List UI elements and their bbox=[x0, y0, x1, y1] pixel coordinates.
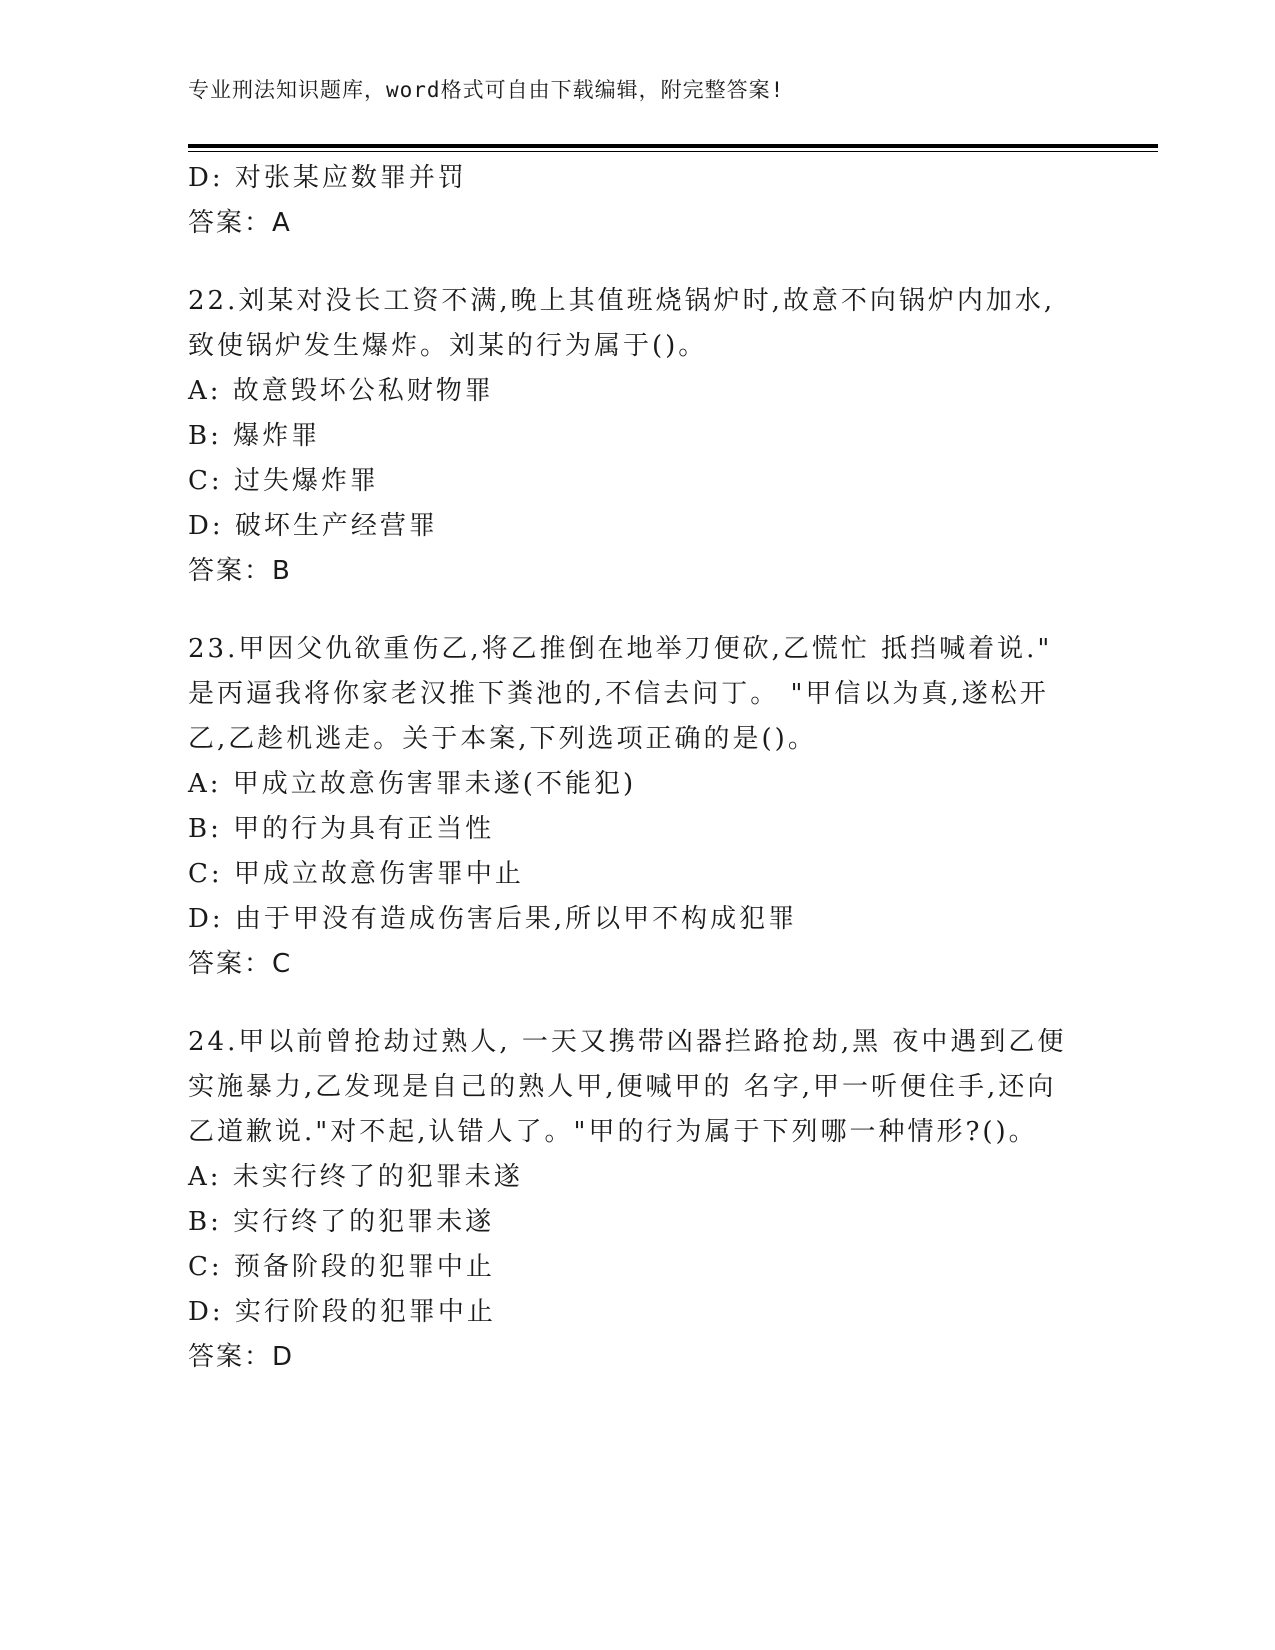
question-24 bbox=[188, 1020, 1088, 1380]
option-a: A: 未实行终了的犯罪未遂 bbox=[188, 1162, 523, 1192]
option-b: B: 实行终了的犯罪未遂 bbox=[188, 1207, 495, 1237]
header-rule-thick bbox=[188, 144, 1158, 148]
option-a: A: 甲成立故意伤害罪未遂(不能犯) bbox=[188, 769, 637, 799]
option-b: B: 甲的行为具有正当性 bbox=[188, 814, 495, 844]
option-d: D: 实行阶段的犯罪中止 bbox=[188, 1297, 496, 1327]
page-header: 专业刑法知识题库，word格式可自由下载编辑，附完整答案! bbox=[188, 78, 785, 102]
option-c: C: 预备阶段的犯罪中止 bbox=[188, 1252, 495, 1282]
option-c: C: 甲成立故意伤害罪中止 bbox=[188, 859, 524, 889]
question-line: 乙道歉说."对不起,认错人了。"甲的行为属于下列哪一种情形?()。 bbox=[188, 1117, 1038, 1147]
question-line: 乙,乙趁机逃走。关于本案,下列选项正确的是()。 bbox=[188, 724, 817, 754]
option-d: D: 对张某应数罪并罚 bbox=[188, 163, 467, 193]
question-line: 致使锅炉发生爆炸。刘某的行为属于()。 bbox=[188, 331, 708, 361]
option-b: B: 爆炸罪 bbox=[188, 421, 321, 451]
answer-line: 答案：D bbox=[188, 1342, 295, 1372]
option-d: D: 由于甲没有造成伤害后果,所以甲不构成犯罪 bbox=[188, 904, 798, 934]
option-d: D: 破坏生产经营罪 bbox=[188, 511, 438, 541]
answer-line: 答案：B bbox=[188, 556, 292, 586]
question-23 bbox=[188, 627, 1088, 987]
option-a: A: 故意毁坏公私财物罪 bbox=[188, 376, 494, 406]
answer-line: 答案：A bbox=[188, 208, 292, 238]
document-body bbox=[188, 156, 1088, 1380]
question-line: 23.甲因父仇欲重伤乙,将乙推倒在地举刀便砍,乙慌忙 抵挡喊着说." bbox=[188, 634, 1053, 664]
question-line: 实施暴力,乙发现是自己的熟人甲,便喊甲的 名字,甲一听便住手,还向 bbox=[188, 1072, 1057, 1102]
question-text bbox=[188, 279, 1088, 369]
option-c: C: 过失爆炸罪 bbox=[188, 466, 379, 496]
answer-line: 答案：C bbox=[188, 949, 293, 979]
question-text bbox=[188, 1020, 1088, 1155]
header-rule-thin bbox=[188, 151, 1158, 152]
question-line: 是丙逼我将你家老汉推下粪池的,不信去问丁。 "甲信以为真,遂松开 bbox=[188, 679, 1049, 709]
question-22 bbox=[188, 279, 1088, 594]
question-line: 22.刘某对没长工资不满,晚上其值班烧锅炉时,故意不向锅炉内加水, bbox=[188, 286, 1056, 316]
question-text bbox=[188, 627, 1088, 762]
question-line: 24.甲以前曾抢劫过熟人, 一天又携带凶器拦路抢劫,黑 夜中遇到乙便 bbox=[188, 1027, 1067, 1057]
